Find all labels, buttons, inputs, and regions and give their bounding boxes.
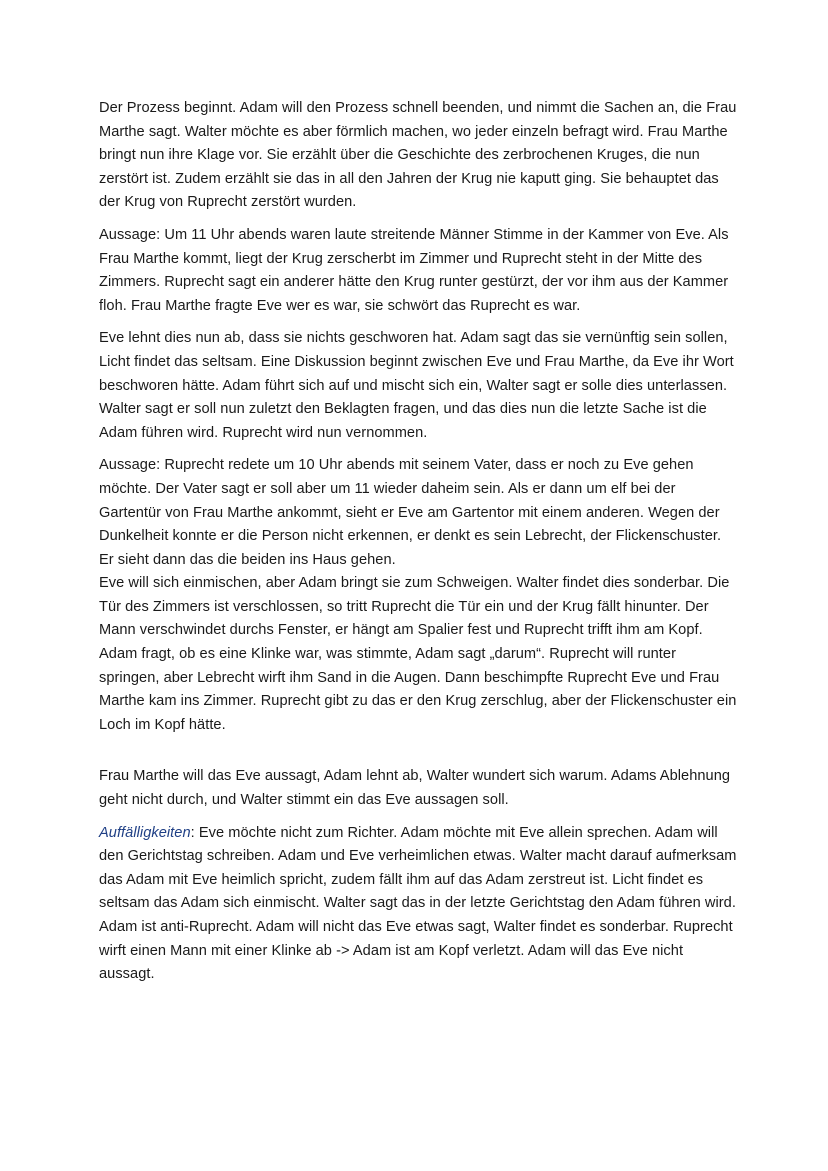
document-body: [99, 97, 739, 996]
paragraph-aussage-marthe: Aussage: Um 11 Uhr abends waren laute streitende Männer Stimme in der Kammer von Eve. Als Frau Marthe kommt, liegt der Krug zerscherbt im Zimmer und Ruprecht steht in der Mitte des Zimmers. Ruprecht sagt ein anderer hätte den Krug runter gestürzt, der vor ihm aus der Kammer floh. Frau Marthe fragte Eve wer es war, sie schwört das Ruprecht es war.: [99, 226, 729, 314]
paragraph-eve-mischt-sich-ein: Eve will sich einmischen, aber Adam bringt sie zum Schweigen. Walter findet dies sonderbar. Die Tür des Zimmers ist verschlossen, so tritt Ruprecht die Tür ein und der Krug fällt hinunter. Der Mann verschwindet durchs Fenster, er hängt am Spalier fest und Ruprecht trifft ihm am Kopf. Adam fragt, ob es eine Klinke war, was stimmte, Adam sagt „darum“. Ruprecht will runter springen, aber Lebrecht wirft ihm Sand in die Augen. Dann beschimpfte Ruprecht Eve und Frau Marthe kam ins Zimmer. Ruprecht gibt zu das er den Krug zerschlug, aber der Flickenschuster ein Loch im Kopf hätte.: [99, 575, 737, 733]
paragraph-eve-lehnt-ab: Eve lehnt dies nun ab, dass sie nichts geschworen hat. Adam sagt das sie vernünftig sein sollen, Licht findet das seltsam. Eine Diskussion beginnt zwischen Eve und Frau Marthe, da Eve ihr Wort beschworen hätte. Adam führt sich auf und mischt sich ein, Walter sagt er solle dies unterlassen. Walter sagt er soll nun zuletzt den Beklagten fragen, und das dies nun die letzte Sache ist die Adam führen wird. Ruprecht wird nun vernommen.: [99, 330, 734, 441]
auffaelligkeiten-label: Auffälligkeiten: [99, 824, 191, 841]
paragraph-prozess-beginnt: Der Prozess beginnt. Adam will den Prozess schnell beenden, und nimmt die Sachen an, die Frau Marthe sagt. Walter möchte es aber förmlich machen, wo jeder einzeln befragt wird. Frau Marthe bringt nun ihre Klage vor. Sie erzählt über die Geschichte des zerbrochenen Kruges, die nun zerstört ist. Zudem erzählt sie das in all den Jahren der Krug nie kaputt ging. Sie behauptet das der Krug von Ruprecht zerstört wurden.: [99, 100, 737, 211]
paragraph-aussage-ruprecht: Aussage: Ruprecht redete um 10 Uhr abends mit seinem Vater, dass er noch zu Eve gehen möchte. Der Vater sagt er soll aber um 11 wieder daheim sein. Als er dann um elf bei der Gartentür von Frau Marthe ankommt, sieht er Eve am Gartentor mit einem anderen. Wegen der Dunkelheit konnte er die Person nicht erkennen, er denkt es sein Lebrecht, der Flickenschuster. Er sieht dann das die beiden ins Haus gehen.: [99, 457, 722, 568]
auffaelligkeiten-text: : Eve möchte nicht zum Richter. Adam möchte mit Eve allein sprechen. Adam will den Gerichtstag schreiben. Adam und Eve verheimlichen etwas. Walter macht darauf aufmerksam das Adam mit Eve heimlich spricht, zudem fällt ihm auf das Adam zerstreut ist. Licht findet es seltsam das Adam sich einmischt. Walter sagt das in der letzte Gerichtstag den Adam führen wird. Adam ist anti-Ruprecht. Adam will nicht das Eve etwas sagt, Walter findet es sonderbar. Ruprecht wirft einen Mann mit einer Klinke ab -> Adam ist am Kopf verletzt. Adam will das Eve nicht aussagt.: [99, 824, 737, 983]
paragraph-marthe-will-aussage: Frau Marthe will das Eve aussagt, Adam lehnt ab, Walter wundert sich warum. Adams Ablehnung geht nicht durch, und Walter stimmt ein das Eve aussagen soll.: [99, 768, 731, 809]
paragraph-auffaelligkeiten: [99, 822, 739, 987]
